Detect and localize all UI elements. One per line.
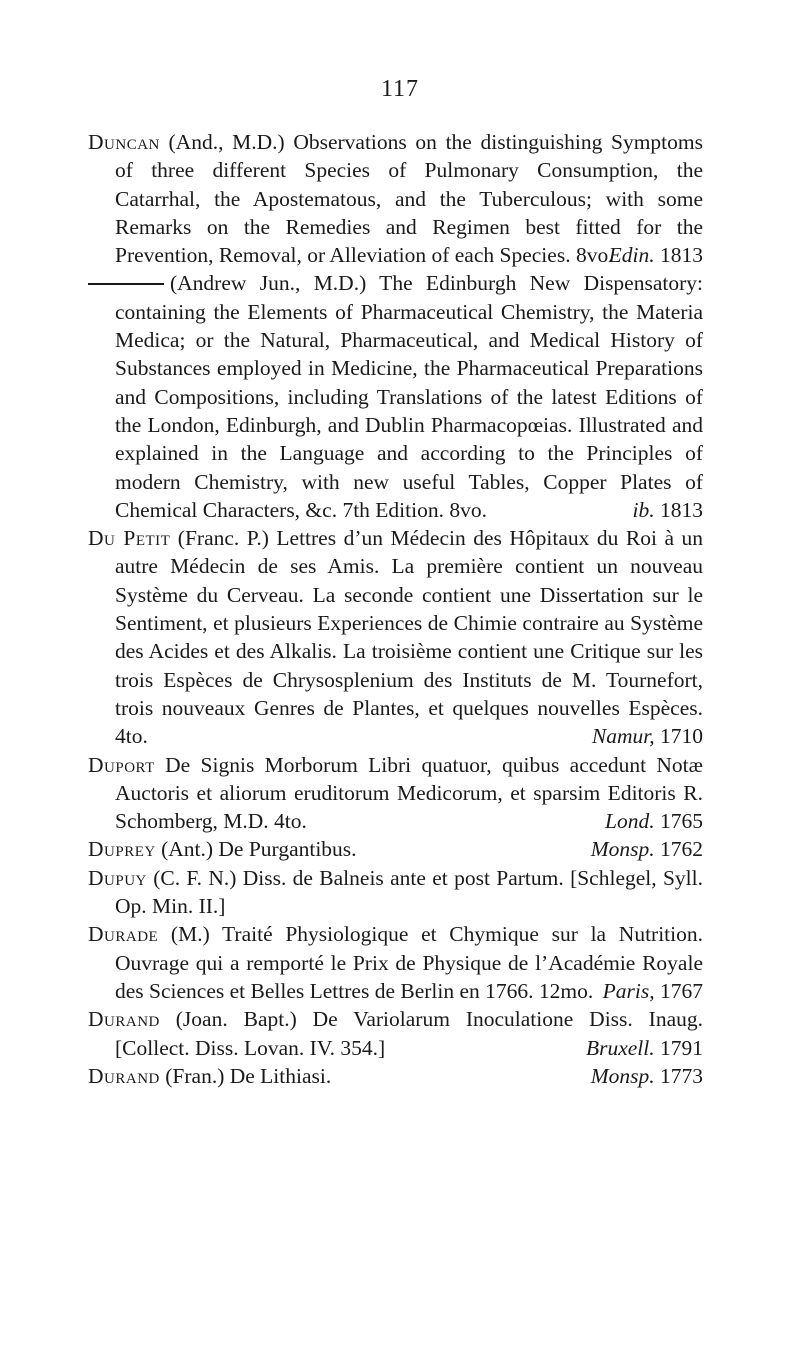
entry-place: Edin. (608, 243, 655, 268)
bibliography-entry (88, 1062, 703, 1090)
entry-author: Durand (88, 1063, 160, 1088)
entry-imprint (608, 241, 703, 269)
page-number: 117 (380, 76, 420, 102)
entry-imprint (602, 977, 703, 1005)
entry-text: (Franc. P.) Lettres d’un Médecin des Hôpitaux du Roi à un autre Médecin de ses Amis. La première contient un nouveau Système du Cerveau. La seconde contient une Dissertation sur le Sentiment, et plusieurs Experiences de Chimie contraire au Système des Acides et des Alkalis. La troisième contient une Critique sur les trois Espèces de Chrysosplenium des Instituts de M. Tournefort, trois nouveaux Genres de Plantes, et quelques nouvelles Espèces. 4to. (115, 526, 703, 749)
entry-place: ib. (632, 497, 655, 522)
entry-imprint (605, 807, 703, 835)
entry-year: 1791 (660, 1035, 703, 1060)
entry-text: (And., M.D.) Observations on the distinguishing Symptoms of three different Species of Pulmonary Consumption, the Catarrhal, the Apostematous, and the Tuberculous; with some Remarks on the Remedies and Regimen best fitted for the Prevention, Removal, or Alleviation of each Species. 8vo. (115, 130, 703, 268)
entry-author: Duport (88, 752, 155, 777)
entry-imprint (590, 1062, 703, 1090)
entry-place: Namur, (591, 724, 655, 749)
entry-text: (Joan. Bapt.) De Variolarum Inoculatione Diss. Inaug. [Collect. Diss. Lovan. IV. 354.] (115, 1007, 703, 1060)
entry-imprint (632, 496, 703, 524)
entry-place: Bruxell. (585, 1035, 655, 1060)
entry-year: 1813 (660, 243, 703, 268)
entry-year: 1765 (660, 809, 703, 834)
entry-place: Lond. (605, 809, 655, 834)
entry-place: Monsp. (590, 1063, 655, 1088)
entry-text: De Signis Morborum Libri quatuor, quibus accedunt Notæ Auctoris et aliorum eruditorum Medicorum, et sparsim Editoris R. Schomberg, M.D. 4to. (115, 752, 703, 834)
entry-place: Monsp. (590, 837, 655, 862)
entry-author: Du Petit (88, 526, 171, 551)
entry-year: 1813 (660, 497, 703, 522)
bibliography-entry (88, 751, 703, 836)
ditto-dash (88, 283, 164, 285)
bibliography-entry (88, 128, 703, 269)
bibliography-entry (88, 1005, 703, 1062)
entry-author: Durand (88, 1007, 160, 1032)
entry-year: 1710 (660, 724, 703, 749)
bibliography-entry (88, 269, 703, 524)
entry-imprint (591, 722, 703, 750)
entry-text: (M.) Traité Physiologique et Chymique sur la Nutrition. Ouvrage qui a remporté le Prix de Physique de l’Académie Royale des Sciences et Belles Lettres de Berlin en 1766. 12mo. (115, 922, 703, 1003)
entry-year: 1767 (660, 978, 703, 1003)
entry-author: Duprey (88, 837, 156, 862)
entry-text: (Ant.) De Purgantibus. (155, 837, 357, 862)
entry-text: (Andrew Jun., M.D.) The Edinburgh New Dispensatory: containing the Elements of Pharmaceutical Chemistry, the Materia Medica; or the Natural, Pharmaceutical, and Medical History of Substances employed in Medicine, the Pharmaceutical Preparations and Compositions, including Translations of the latest Editions of the London, Edinburgh, and Dublin Pharmacopœias. Illustrated and explained in the Language and according to the Principles of modern Chemistry, with new useful Tables, Copper Plates of Chemical Characters, &c. 7th Edition. 8vo. (115, 271, 703, 522)
bibliography-entries (88, 128, 703, 1090)
entry-author: Durade (88, 922, 159, 947)
bibliography-entry (88, 920, 703, 1005)
entry-text: (Fran.) De Lithiasi. (159, 1063, 332, 1088)
entry-imprint (590, 835, 703, 863)
entry-place: Paris, (602, 978, 655, 1003)
entry-imprint (585, 1034, 703, 1062)
bibliography-entry (88, 864, 703, 921)
bibliography-entry (88, 524, 703, 750)
entry-year: 1773 (660, 1063, 703, 1088)
entry-year: 1762 (660, 837, 703, 862)
bibliography-entry (88, 835, 703, 863)
entry-author: Duncan (88, 130, 160, 154)
entry-author: Dupuy (88, 865, 147, 890)
entry-text: (C. F. N.) Diss. de Balneis ante et post Partum. [Schlegel, Syll. Op. Min. II.] (115, 865, 703, 919)
